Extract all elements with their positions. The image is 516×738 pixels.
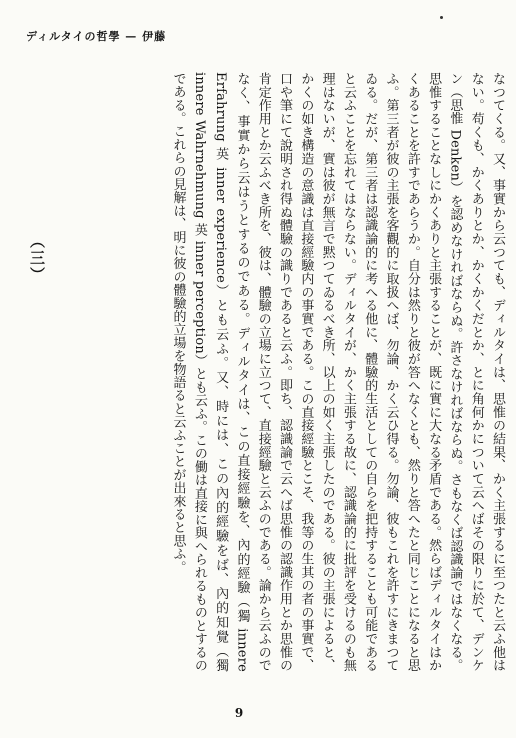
section-number: （三） bbox=[28, 233, 46, 284]
body-paragraph: なつてくる。又、事實から云つても、ディルタイは、思惟の結果、かく主張するに至つたと云ふ他はない。苟くも、かくありとか、かくかくだとか、とに角何かについて云へばその限りに於て、デンケン（思惟 Denken）を認めなければならぬ。許さなければならぬ。さもなくば認識論ではなくなる。思惟することなしにかくありと主張することが、既に實に大なる矛盾である。然らばディルタイはかくあることを許すであらうか。自分は然りと彼が答へなくとも、然りと答へたと同じことになると思ふ。第三者が彼の主張を客觀的に取扱へば、勿論、かく云ひ得る。勿論、彼もこれを許すにきまつてゐる。だが、第三者は認識論的に考へる他に、體驗的生活としての自らを把持することも可能であると云ふことを忘れてはならない。ディルタイが、かく主張する故に、認識論的に批評を受けるのも無理はないが、實は彼が無言で黙つてゐるべき所、以上の如く主張したのである。彼の主張によると、かくの如き構造の意識は直接經驗内の事實である。この直接經驗とこそ、我等の生其の者の事實で、口や筆にて說明され得ぬ體驗の識りであると云ふ。即ち、認識論で云へば思惟の認識作用とか思惟の肯定作用とか云ふべき所を、彼は、體驗の立場に立つて、直接經驗と云ふのである。論から云ふのでなく、事實から云はうとするのである。ディルタイは、この直接經驗を、內的經驗（獨 innere Erfahrung 英 inner experience）とも云ふ。又、時には、この內的經驗をば、內的知覺（獨 innere Wahrnehmung 英 inner perception）とも云ふ。この働は直接に與へられるものとするのである。これらの見解は、明に彼の體驗的立場を物語ると云ふことが出來ると思ふ。 bbox=[170, 72, 505, 672]
running-header: ディルタイの哲學 — 伊藤 bbox=[26, 30, 167, 43]
main-text-block bbox=[78, 72, 508, 672]
page-number: 9 bbox=[234, 706, 244, 720]
speck-mark bbox=[440, 16, 443, 19]
